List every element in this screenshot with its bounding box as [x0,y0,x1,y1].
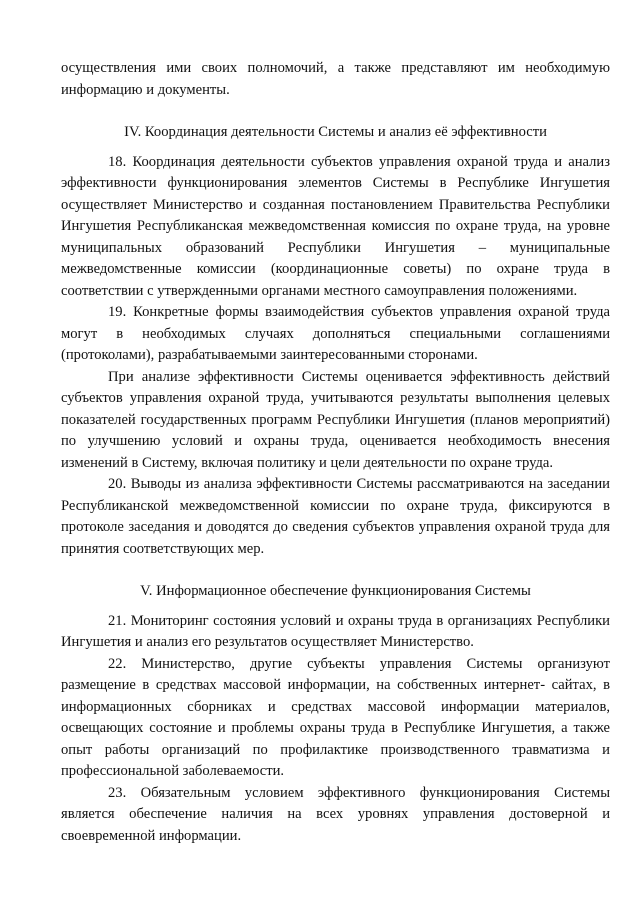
paragraph-19: 19. Конкретные формы взаимодействия субъектов управления охраной труда могут в необходимых случаях дополняться специальными соглашениями (протоколами), разрабатываемыми заинтересованными сторонами. [61,304,610,363]
spacer [61,560,610,581]
paragraph-19-analysis: При анализе эффективности Системы оценивается эффективность действий субъектов управления охраной труда, учитываются результаты выполнения целевых показателей государственных программ Республики Ингушетия (планов мероприятий) по улучшению условий и охраны труда, оценивается необходимость внесения изменений в Систему, включая политику и цели деятельности по охране труда. [61,368,610,471]
paragraph-20: 20. Выводы из анализа эффективности Системы рассматриваются на заседании Республиканской межведомственной комиссии по охране труда, фиксируются в протоколе заседания и доводятся до сведения субъектов управления охраной труда для принятия соответствующих мер. [61,476,610,557]
spacer [61,144,610,152]
paragraph-22: 22. Министерство, другие субъекты управления Системы организуют размещение в средствах массовой информации, на собственных интернет- сайтах, в информационных сборниках и средствах массовой информации материалов, освещающих состояние и проблемы охраны труда в Республике Ингушетия, а также опыт работы организаций по профилактике производственного травматизма и профессиональной заболеваемости. [61,655,610,779]
paragraph-21: 21. Мониторинг состояния условий и охраны труда в организациях Республики Ингушетия и анализ его результатов осуществляет Министерство. [61,612,610,650]
spacer [61,603,610,611]
document-page [61,58,610,847]
paragraph-23: 23. Обязательным условием эффективного функционирования Системы является обеспечение наличия на всех уровнях управления достоверной и своевременной информации. [61,784,610,844]
section-heading-iv: IV. Координация деятельности Системы и анализ её эффективности [124,124,547,140]
spacer [61,101,610,122]
paragraph-continuation: осуществления ими своих полномочий, а также представляют им необходимую информацию и документы. [61,60,610,98]
section-heading-v: V. Информационное обеспечение функционирования Системы [140,583,531,599]
paragraph-18: 18. Координация деятельности субъектов управления охраной труда и анализ эффективности функционирования элементов Системы в Республике Ингушетия осуществляет Министерство и созданная постановлением Правительства Республики Ингушетия Республиканская межведомственная комиссия по охране труда, на уровне муниципальных образований Республики Ингушетия – муниципальные межведомственные комиссии (координационные советы) по охране труда в соответствии с утвержденными органами местного самоуправления положениями. [61,153,610,299]
